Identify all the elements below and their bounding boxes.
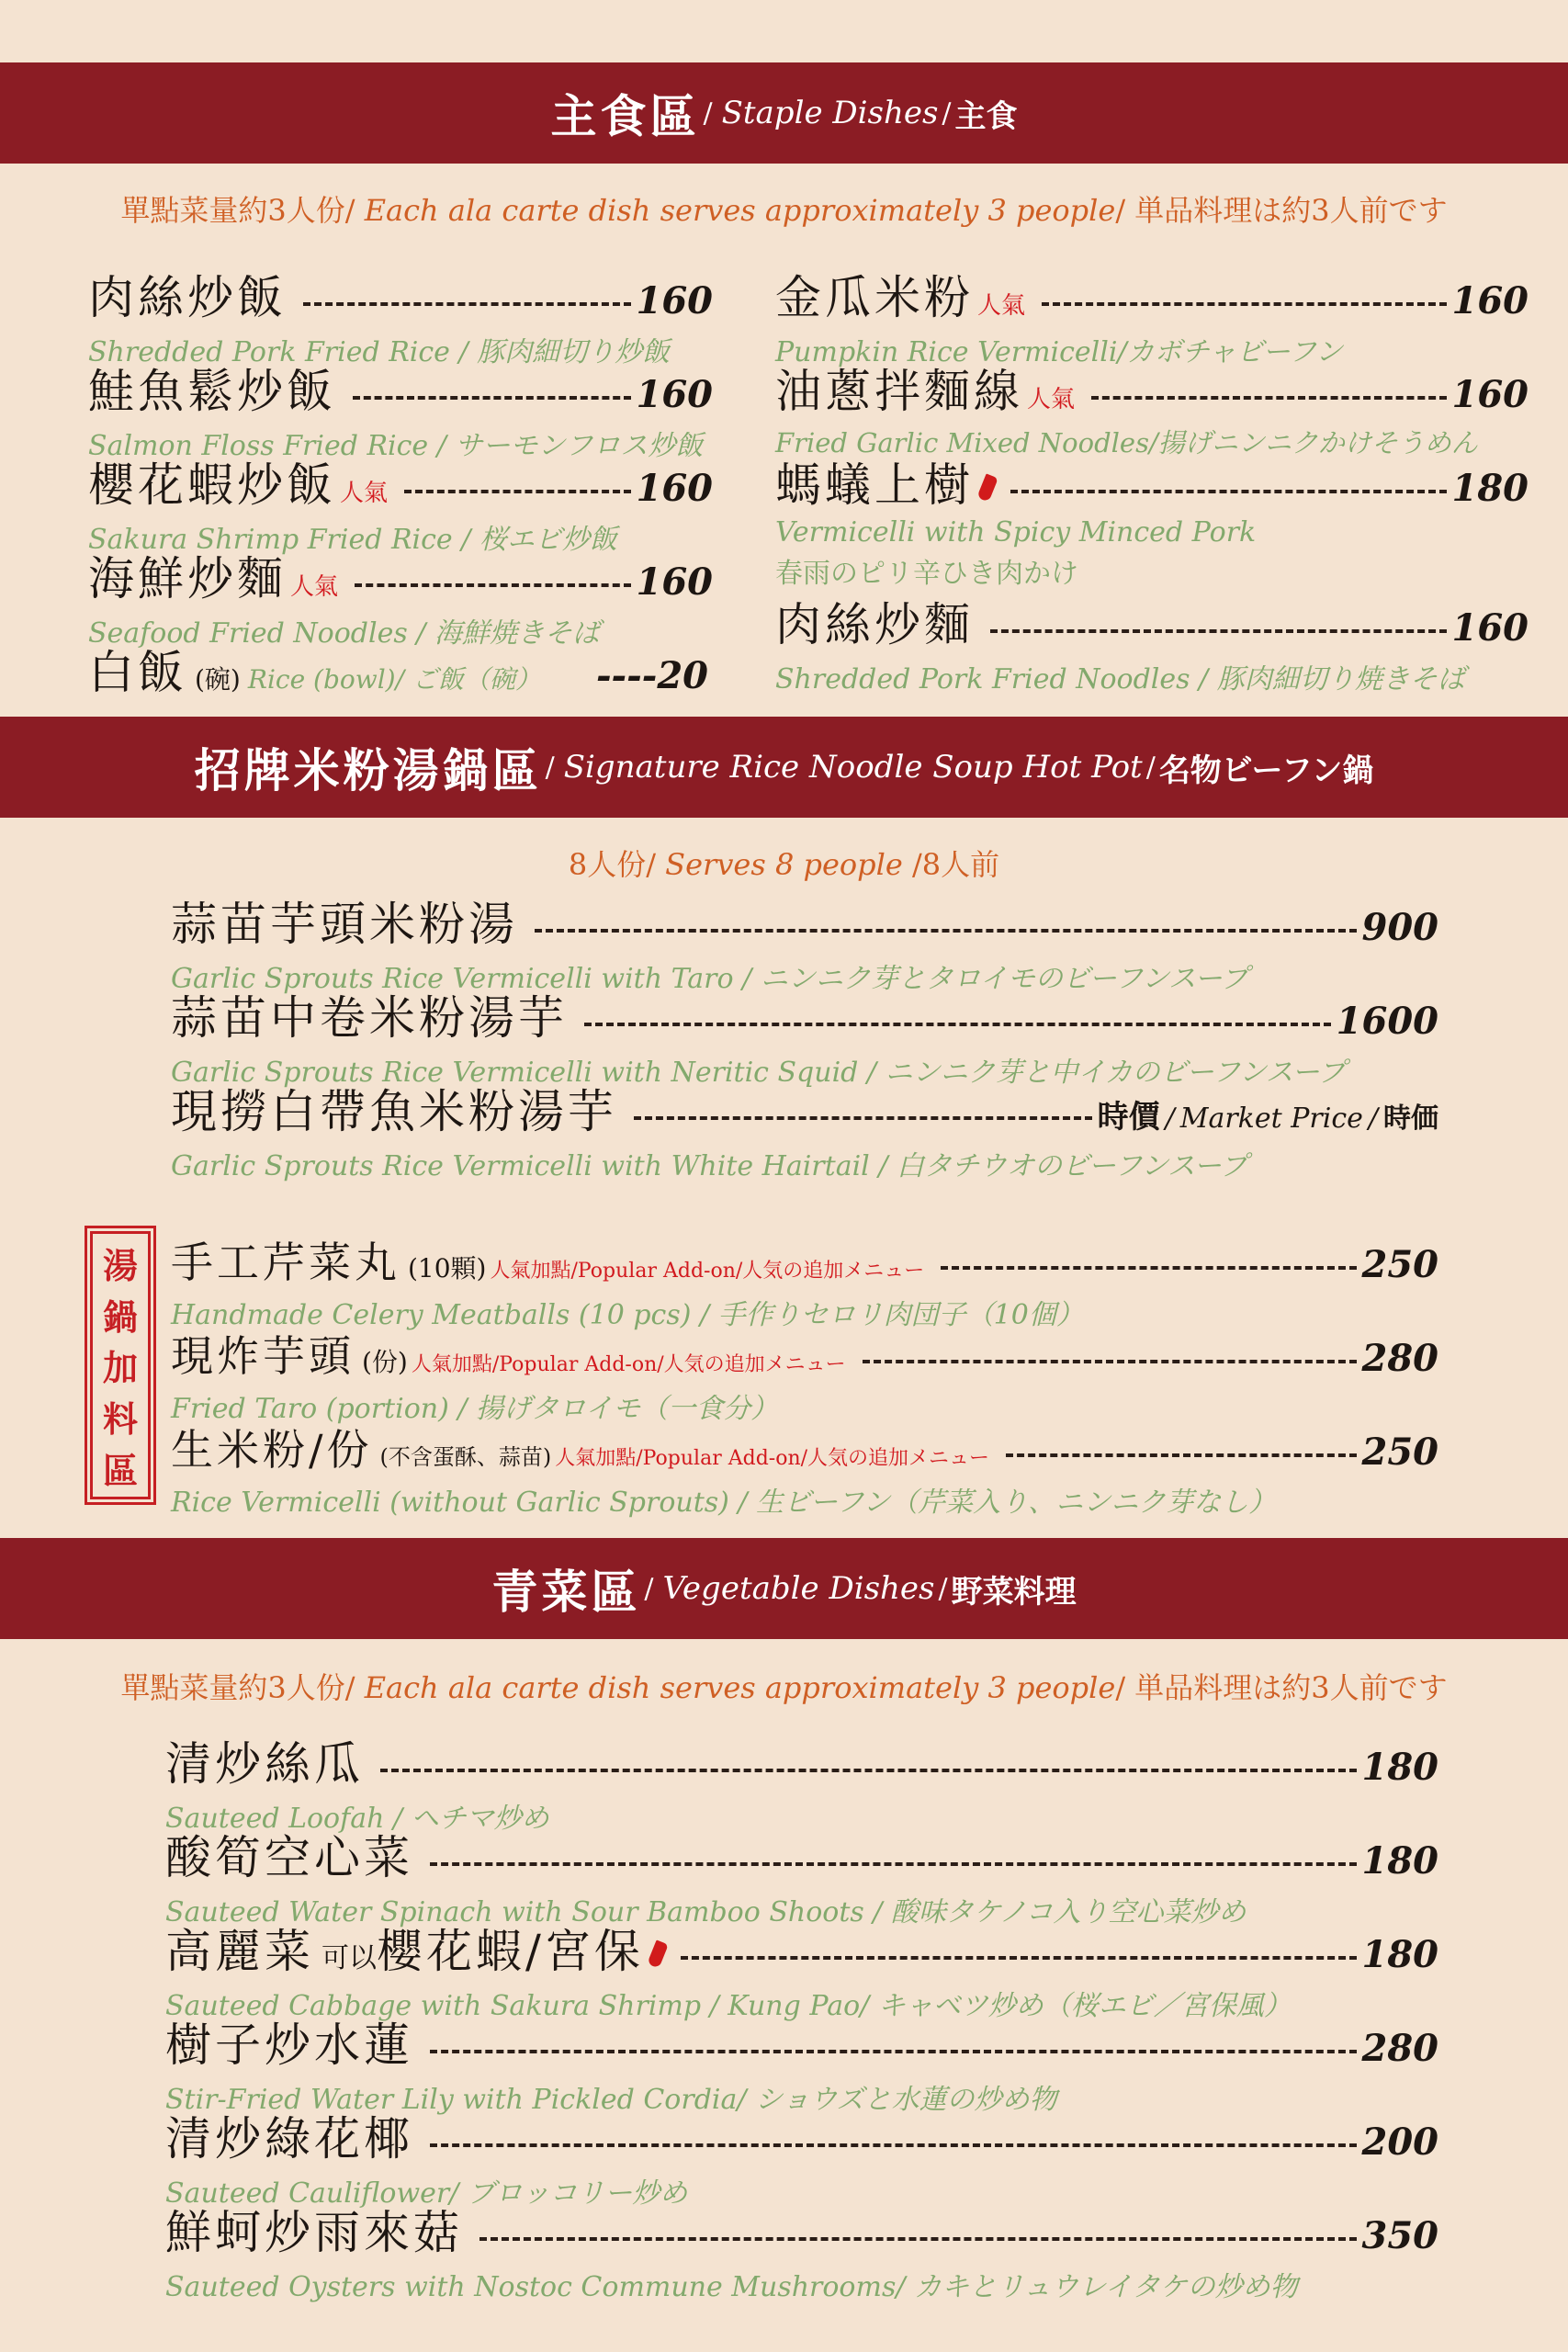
item-price: 160	[1451, 606, 1529, 650]
item-desc: Sauteed Cauliflower/ ブロッコリー炒め	[165, 2177, 688, 2210]
item-price: 160	[636, 373, 713, 416]
item-name: 生米粉/份	[171, 1425, 373, 1475]
veg-title-en: Vegetable Dishes	[662, 1570, 935, 1607]
item-unit: (碗)	[195, 664, 241, 695]
hotpot-section-header: 招牌米粉湯鍋區 / Signature Rice Noodle Soup Hot Pot / 名物ビーフン鍋	[0, 717, 1568, 818]
staple-title-ja: 主食	[954, 97, 1018, 135]
menu-item	[88, 636, 713, 702]
popular-tag: 人氣	[977, 292, 1026, 320]
item-name: 肉絲炒飯	[88, 271, 287, 324]
menu-item	[88, 355, 713, 463]
spicy-icon	[647, 1939, 668, 1968]
item-unit: (10顆)	[408, 1253, 487, 1283]
item-desc: Sauteed Water Spinach with Sour Bamboo Shoots / 酸味タケノコ入り空心菜炒め	[165, 1896, 1247, 1928]
addon-item	[171, 1323, 1438, 1426]
item-name: 現撈白帶魚米粉湯芋	[171, 1085, 617, 1138]
item-desc: Vermicelli with Spicy Minced Pork	[775, 516, 1257, 548]
item-name: 蒜苗中卷米粉湯芋	[171, 991, 568, 1045]
item-name: 手工芹菜丸	[171, 1238, 400, 1287]
popular-addon-tag: 人氣加點/Popular Add-on/人気の追加メニュー	[555, 1447, 990, 1470]
item-desc: Shredded Pork Fried Rice / 豚肉細切り炒飯	[88, 336, 671, 368]
menu-item	[88, 261, 713, 369]
popular-tag: 人氣	[290, 573, 339, 601]
menu-item	[171, 981, 1438, 1090]
item-price: 180	[1361, 1933, 1438, 1976]
item-desc: Garlic Sprouts Rice Vermicelli with White Hairtail / 白タチウオのビーフンスープ	[171, 1150, 1248, 1182]
item-name: 肉絲炒麵	[775, 598, 974, 651]
menu-item	[165, 2102, 1438, 2211]
menu-item	[165, 2008, 1438, 2117]
item-desc: Stir-Fried Water Lily with Pickled Cordia/ ショウズと水蓮の炒め物	[165, 2084, 1057, 2116]
item-price: 20	[657, 654, 709, 697]
item-desc: Sauteed Cabbage with Sakura Shrimp / Kung Pao/ キャベツ炒め（桜エビ／宮保風）	[165, 1990, 1292, 2022]
item-name: 清炒綠花椰	[165, 2112, 413, 2165]
menu-item	[165, 1821, 1438, 1929]
item-desc: Rice Vermicelli (without Garlic Sprouts) / 生ビーフン（芹菜入り、ニンニク芽なし）	[171, 1487, 1277, 1519]
veg-title-zh: 青菜區	[491, 1565, 641, 1619]
item-name: 清炒絲瓜	[165, 1737, 364, 1791]
item-price: 280	[1361, 1337, 1438, 1380]
menu-item	[165, 1915, 1438, 2023]
item-desc: Sakura Shrimp Fried Rice / 桜エビ炒飯	[88, 524, 617, 556]
menu-item	[775, 261, 1529, 369]
item-price: 900	[1361, 906, 1438, 949]
staple-title-en: Staple Dishes	[721, 95, 939, 131]
item-price: 160	[1451, 279, 1529, 322]
veg-serving-note: 單點菜量約3人份/ Each ala carte dish serves approximately 3 people/ 単品料理は約3人前です	[120, 1670, 1448, 1705]
menu-item	[165, 1727, 1438, 1836]
veg-section-header: 青菜區 / Vegetable Dishes / 野菜料理	[0, 1538, 1568, 1639]
item-option-label: 可以	[321, 1942, 377, 1974]
item-price: 200	[1361, 2120, 1438, 2164]
menu-item	[165, 2196, 1438, 2304]
item-unit: (份)	[362, 1347, 408, 1377]
item-desc: Seafood Fried Noodles / 海鮮焼きそば	[88, 617, 600, 650]
item-price: 160	[636, 467, 713, 510]
item-name: 油蔥拌麵線	[775, 365, 1023, 418]
item-desc: Rice (bowl)/ ご飯（碗）	[247, 664, 541, 695]
item-desc-ja: 春雨のピリ辛ひき肉かけ	[775, 558, 1078, 590]
item-price: 350	[1361, 2214, 1438, 2257]
item-desc: Pumpkin Rice Vermicelli/カボチャビーフン	[775, 336, 1343, 368]
item-name: 鮭魚鬆炒飯	[88, 365, 336, 418]
market-price: 時價	[1097, 1099, 1160, 1136]
item-option: 櫻花蝦/宮保	[377, 1925, 644, 1978]
hotpot-title-zh: 招牌米粉湯鍋區	[194, 743, 542, 797]
item-desc: Salmon Floss Fried Rice / サーモンフロス炒飯	[88, 430, 704, 462]
menu-item	[88, 542, 713, 650]
item-price: 180	[1451, 467, 1529, 510]
item-desc: Sauteed Loofah / ヘチマ炒め	[165, 1803, 549, 1835]
item-unit: (不含蛋酥、蒜苗)	[379, 1444, 552, 1470]
popular-tag: 人氣	[340, 480, 389, 507]
item-price: 180	[1361, 1839, 1438, 1883]
hotpot-serving-note: 8人份/ Serves 8 people /8人前	[568, 847, 1000, 882]
menu-item	[88, 448, 713, 557]
menu-item: 現撈白帶魚米粉湯芋 時價 / Market Price / 時価 Garlic Sprouts Rice Vermicelli with White Hairtail / 白タチウオのビーフンスープ	[171, 1075, 1438, 1183]
item-desc: Fried Garlic Mixed Noodles/揚げニンニクかけそうめん	[775, 427, 1478, 458]
market-price-en: Market Price	[1179, 1102, 1363, 1135]
item-name: 酸筍空心菜	[165, 1831, 413, 1884]
item-name: 鮮蚵炒雨來菇	[165, 2206, 463, 2259]
item-name: 樹子炒水蓮	[165, 2018, 413, 2072]
menu-item	[171, 888, 1438, 996]
item-price: 180	[1361, 1746, 1438, 1789]
item-price: 160	[1451, 373, 1529, 416]
price-dash: ----	[595, 654, 658, 697]
popular-tag: 人氣	[1027, 386, 1076, 413]
item-desc: Fried Taro (portion) / 揚げタロイモ（一食分）	[171, 1393, 779, 1425]
item-desc: Garlic Sprouts Rice Vermicelli with Neritic Squid / ニンニク芽と中イカのビーフンスープ	[171, 1057, 1346, 1089]
item-price: 1600	[1336, 1000, 1438, 1043]
item-price: 280	[1361, 2027, 1438, 2070]
menu-item	[775, 355, 1529, 460]
item-name: 金瓜米粉	[775, 271, 974, 324]
item-price: 160	[636, 279, 713, 322]
item-name: 白飯	[88, 646, 187, 699]
hotpot-addon-stamp: 湯 鍋 加 料 區	[90, 1231, 151, 1499]
item-name: 蒜苗芋頭米粉湯	[171, 898, 518, 951]
item-name: 高麗菜	[165, 1925, 314, 1978]
market-price-ja: 時価	[1383, 1102, 1438, 1135]
menu-item	[775, 588, 1529, 696]
item-name: 櫻花蝦炒飯	[88, 458, 336, 512]
popular-addon-tag: 人氣加點/Popular Add-on/人気の追加メニュー	[490, 1260, 925, 1283]
item-name: 螞蟻上樹	[775, 458, 974, 512]
addon-item	[171, 1417, 1438, 1520]
spicy-icon	[976, 473, 998, 502]
staple-serving-note: 單點菜量約3人份/ Each ala carte dish serves approximately 3 people/ 単品料理は約3人前です	[120, 193, 1448, 228]
item-price: 250	[1361, 1243, 1438, 1286]
addon-item	[171, 1229, 1438, 1332]
item-name: 海鮮炒麵	[88, 552, 287, 605]
item-desc: Shredded Pork Fried Noodles / 豚肉細切り焼きそば	[775, 663, 1465, 695]
item-name: 現炸芋頭	[171, 1331, 355, 1381]
staple-title-zh: 主食區	[550, 89, 700, 143]
staple-section-header: 主食區 / Staple Dishes / 主食	[0, 62, 1568, 164]
popular-addon-tag: 人氣加點/Popular Add-on/人気の追加メニュー	[411, 1353, 846, 1376]
hotpot-title-en: Signature Rice Noodle Soup Hot Pot	[563, 749, 1143, 786]
item-desc: Sauteed Oysters with Nostoc Commune Mushrooms/ カキとリュウレイタケの炒め物	[165, 2271, 1298, 2303]
item-desc: Garlic Sprouts Rice Vermicelli with Taro / ニンニク芽とタロイモのビーフンスープ	[171, 963, 1249, 995]
veg-title-ja: 野菜料理	[951, 1573, 1077, 1611]
menu-item	[775, 448, 1529, 591]
item-desc: Handmade Celery Meatballs (10 pcs) / 手作りセロリ肉団子（10個）	[171, 1299, 1084, 1331]
item-price: 250	[1361, 1430, 1438, 1474]
item-price: 160	[636, 560, 713, 604]
hotpot-title-ja: 名物ビーフン鍋	[1158, 752, 1374, 789]
